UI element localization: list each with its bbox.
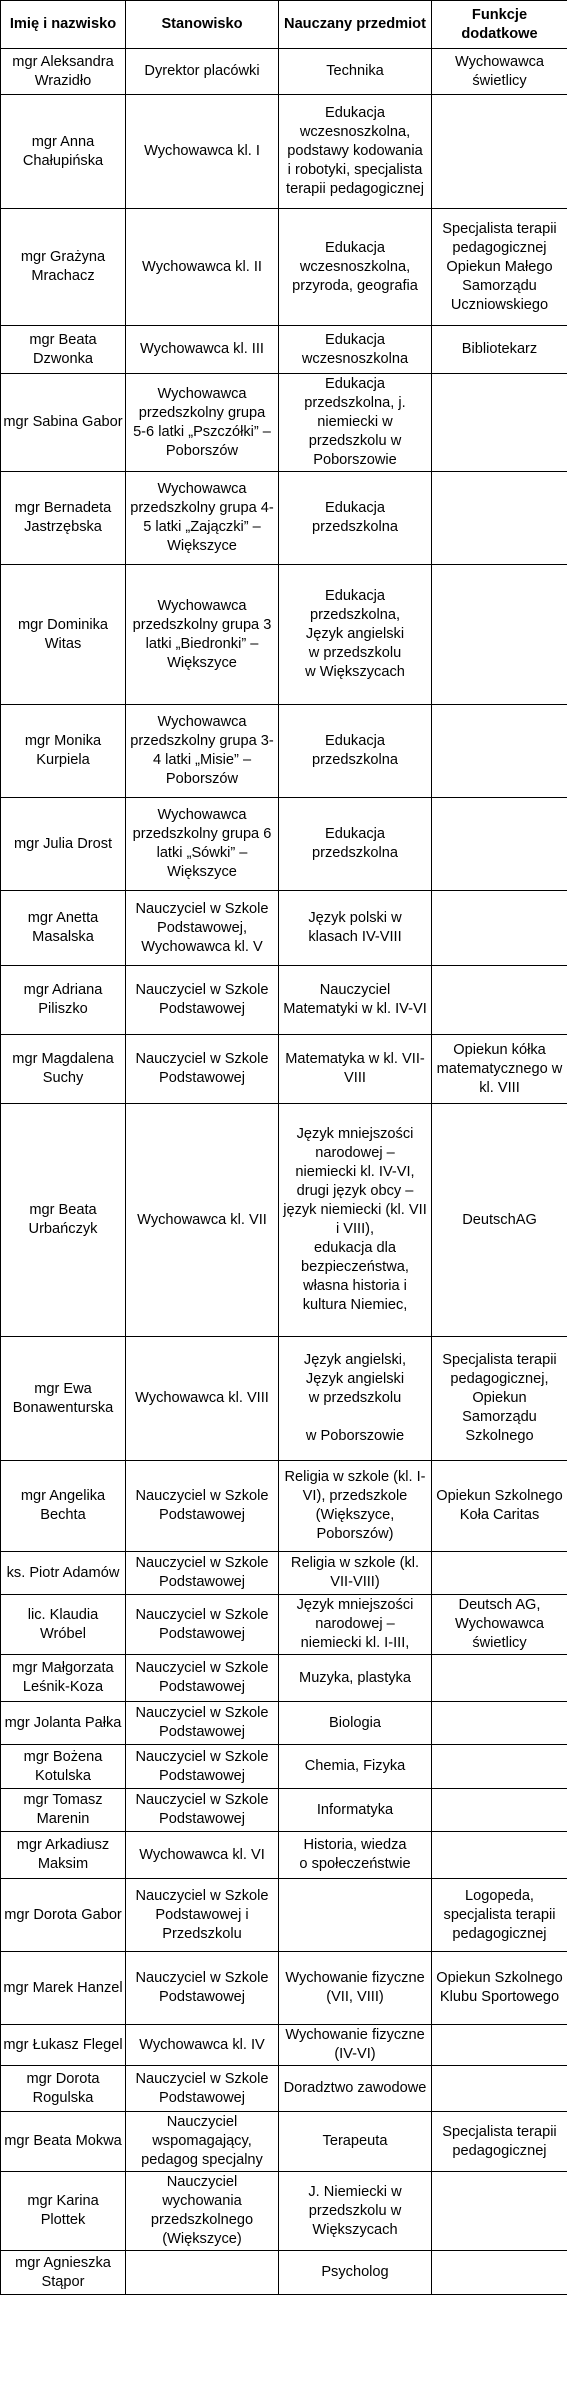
cell-position: Nauczyciel wspomagający, pedagog specjalny [126,2112,279,2172]
cell-subject: Technika [279,49,432,95]
cell-position: Nauczyciel w Szkole Podstawowej [126,1702,279,1745]
cell-position: Wychowawca przedszkolny grupa 6 latki „Sówki” – Większyce [126,798,279,891]
cell-name: mgr Agnieszka Stąpor [1,2251,126,2295]
cell-extra-functions: Logopeda, specjalista terapii pedagogicznej [432,1879,567,1952]
table-row [1,2172,567,2251]
table-row [1,49,567,95]
cell-extra-functions: Opiekun kółka matematycznego w kl. VIII [432,1035,567,1104]
header-name: Imię i nazwisko [1,1,126,49]
cell-subject: Edukacja przedszkolna [279,798,432,891]
cell-name: ks. Piotr Adamów [1,1552,126,1595]
cell-position: Nauczyciel w Szkole Podstawowej [126,1461,279,1552]
cell-position [126,2251,279,2295]
cell-line: w przedszkolu [308,645,402,661]
cell-name: mgr Dominika Witas [1,565,126,705]
table-row [1,2025,567,2066]
cell-extra-functions [432,891,567,966]
table-row [1,1702,567,1745]
cell-subject: Informatyka [279,1789,432,1832]
cell-position: Nauczyciel wychowania przedszkolnego (Większyce) [126,2172,279,2251]
table-row [1,891,567,966]
cell-position: Nauczyciel w Szkole Podstawowej [126,1595,279,1655]
cell-extra-functions [432,2172,567,2251]
cell-subject [279,1337,432,1461]
cell-subject: Nauczyciel Matematyki w kl. IV-VI [279,966,432,1035]
cell-name: mgr Sabina Gabor [1,374,126,472]
cell-position: Wychowawca kl. III [126,326,279,374]
cell-position: Wychowawca kl. VIII [126,1337,279,1461]
table-row [1,2066,567,2112]
cell-name: mgr Beata Mokwa [1,2112,126,2172]
table-row [1,1337,567,1461]
cell-name: mgr Grażyna Mrachacz [1,209,126,326]
cell-name: mgr Beata Dzwonka [1,326,126,374]
table-row [1,705,567,798]
cell-line: Edukacja przedszkolna, [309,588,401,623]
cell-name: mgr Monika Kurpiela [1,705,126,798]
cell-extra-functions: Wychowawca świetlicy [432,49,567,95]
staff-table-body [1,49,567,2295]
cell-name: mgr Łukasz Flegel [1,2025,126,2066]
cell-extra-functions [432,1702,567,1745]
cell-name: mgr Małgorzata Leśnik-Koza [1,1655,126,1702]
header-position: Stanowisko [126,1,279,49]
cell-subject: Biologia [279,1702,432,1745]
cell-line: Edukacja wczesnoszkolna, podstawy kodowania [287,105,423,159]
cell-subject: Religia w szkole (kl. I-VI), przedszkole (Większyce, Poborszów) [279,1461,432,1552]
cell-position: Nauczyciel w Szkole Podstawowej [126,1035,279,1104]
cell-line: edukacja dla bezpieczeństwa, własna historia i kultura Niemiec, [301,1240,409,1313]
table-row [1,1832,567,1879]
cell-position: Wychowawca kl. I [126,95,279,209]
cell-extra-functions [432,1655,567,1702]
cell-line: drugi język obcy – język niemiecki (kl. VII i VIII), [283,1183,427,1237]
cell-position: Nauczyciel w Szkole Podstawowej [126,1745,279,1789]
table-row [1,798,567,891]
table-row [1,2112,567,2172]
table-row [1,1745,567,1789]
table-row [1,95,567,209]
cell-line: 5-6 latki „Pszczółki” – Poborszów [133,423,271,459]
cell-position: Wychowawca przedszkolny grupa 4-5 latki „Zajączki” – Większyce [126,472,279,565]
cell-extra-functions: Deutsch AG, Wychowawca świetlicy [432,1595,567,1655]
cell-subject: Chemia, Fizyka [279,1745,432,1789]
cell-subject [279,1104,432,1337]
cell-subject: Edukacja przedszkolna, j. niemiecki w przedszkolu w Poborszowie [279,374,432,472]
cell-name: lic. Klaudia Wróbel [1,1595,126,1655]
cell-position: Dyrektor placówki [126,49,279,95]
cell-name: mgr Tomasz Marenin [1,1789,126,1832]
cell-position: Wychowawca przedszkolny grupa 3 latki „Biedronki” – Większyce [126,565,279,705]
cell-line: Język angielski [305,626,405,642]
table-row [1,1595,567,1655]
cell-line: Język angielski [305,1371,405,1387]
cell-name: mgr Aleksandra Wrazidło [1,49,126,95]
cell-name: mgr Ewa Bonawenturska [1,1337,126,1461]
header-row [1,1,567,49]
cell-position: Nauczyciel w Szkole Podstawowej [126,1655,279,1702]
cell-name: mgr Bożena Kotulska [1,1745,126,1789]
cell-subject: Język polski w klasach IV-VIII [279,891,432,966]
cell-name: mgr Dorota Gabor [1,1879,126,1952]
cell-line: Historia, wiedza [303,1837,407,1853]
cell-name: mgr Marek Hanzel [1,1952,126,2025]
cell-position: Nauczyciel w Szkole Podstawowej [126,1952,279,2025]
cell-subject: Doradztwo zawodowe [279,2066,432,2112]
cell-extra-functions: Specjalista terapii pedagogicznej Opiekun Małego Samorządu Uczniowskiego [432,209,567,326]
cell-subject: Wychowanie fizyczne (IV-VI) [279,2025,432,2066]
table-row [1,1879,567,1952]
cell-position: Wychowawca kl. II [126,209,279,326]
cell-line: Język mniejszości narodowej – niemiecki kl. IV-VI, [295,1126,415,1180]
cell-subject: Matematyka w kl. VII-VIII [279,1035,432,1104]
cell-position: Nauczyciel w Szkole Podstawowej, Wychowawca kl. V [126,891,279,966]
cell-position: Wychowawca przedszkolny grupa 3-4 latki „Misie” – Poborszów [126,705,279,798]
cell-name: mgr Beata Urbańczyk [1,1104,126,1337]
cell-position: Nauczyciel w Szkole Podstawowej i Przedszkolu [126,1879,279,1952]
table-row [1,966,567,1035]
table-row [1,1104,567,1337]
cell-extra-functions [432,565,567,705]
cell-extra-functions: Opiekun Szkolnego Klubu Sportowego [432,1952,567,2025]
cell-subject: Psycholog [279,2251,432,2295]
cell-line: w przedszkolu [308,1390,402,1406]
cell-extra-functions [432,1832,567,1879]
cell-subject [279,95,432,209]
cell-subject: Edukacja wczesnoszkolna, przyroda, geografia [279,209,432,326]
table-row [1,1789,567,1832]
table-row [1,2251,567,2295]
cell-name: mgr Anetta Masalska [1,891,126,966]
cell-line: w Większycach [305,664,405,680]
cell-subject: Terapeuta [279,2112,432,2172]
cell-subject [279,1879,432,1952]
cell-position: Nauczyciel w Szkole Podstawowej [126,1789,279,1832]
cell-extra-functions [432,966,567,1035]
cell-extra-functions [432,1745,567,1789]
header-subject: Nauczany przedmiot [279,1,432,49]
table-row [1,1035,567,1104]
cell-line: Wychowawca przedszkolny grupa [138,385,266,421]
table-row [1,326,567,374]
cell-extra-functions [432,472,567,565]
cell-extra-functions [432,2251,567,2295]
cell-extra-functions [432,95,567,209]
cell-position: Wychowawca kl. VI [126,1832,279,1879]
cell-extra-functions [432,1789,567,1832]
cell-name: mgr Jolanta Pałka [1,1702,126,1745]
cell-gap [283,1408,427,1427]
cell-name: mgr Karina Plottek [1,2172,126,2251]
table-row [1,1461,567,1552]
table-row [1,1655,567,1702]
cell-extra-functions: Specjalista terapii pedagogicznej [432,2112,567,2172]
cell-line: w Poborszowie [305,1428,405,1444]
cell-position: Nauczyciel w Szkole Podstawowej [126,966,279,1035]
table-row [1,1952,567,2025]
header-extra-functions: Funkcje dodatkowe [432,1,567,49]
cell-extra-functions [432,798,567,891]
cell-extra-functions [432,2066,567,2112]
cell-name: mgr Arkadiusz Maksim [1,1832,126,1879]
cell-name: mgr Magdalena Suchy [1,1035,126,1104]
cell-extra-functions [432,705,567,798]
cell-subject: Edukacja przedszkolna [279,472,432,565]
cell-subject: J. Niemiecki w przedszkolu w Większycach [279,2172,432,2251]
cell-subject: Edukacja przedszkolna [279,705,432,798]
cell-subject: Język mniejszości narodowej – niemiecki kl. I-III, [279,1595,432,1655]
cell-subject: Wychowanie fizyczne (VII, VIII) [279,1952,432,2025]
cell-subject [279,1832,432,1879]
cell-subject: Muzyka, plastyka [279,1655,432,1702]
cell-extra-functions [432,1552,567,1595]
cell-extra-functions [432,2025,567,2066]
cell-extra-functions: DeutschAG [432,1104,567,1337]
cell-position [126,374,279,472]
table-row [1,565,567,705]
table-row [1,374,567,472]
table-row [1,1552,567,1595]
cell-subject [279,565,432,705]
cell-name: mgr Dorota Rogulska [1,2066,126,2112]
cell-position: Wychowawca kl. IV [126,2025,279,2066]
cell-extra-functions: Bibliotekarz [432,326,567,374]
cell-position: Wychowawca kl. VII [126,1104,279,1337]
cell-extra-functions: Opiekun Szkolnego Koła Caritas [432,1461,567,1552]
cell-line: o społeczeństwie [299,1856,411,1872]
cell-name: mgr Julia Drost [1,798,126,891]
cell-subject: Edukacja wczesnoszkolna [279,326,432,374]
cell-line: Język angielski, [303,1352,407,1368]
cell-name: mgr Angelika Bechta [1,1461,126,1552]
cell-name: mgr Bernadeta Jastrzębska [1,472,126,565]
table-row [1,472,567,565]
table-row [1,209,567,326]
cell-position: Nauczyciel w Szkole Podstawowej [126,2066,279,2112]
cell-name: mgr Anna Chałupińska [1,95,126,209]
cell-position: Nauczyciel w Szkole Podstawowej [126,1552,279,1595]
cell-subject: Religia w szkole (kl. VII-VIII) [279,1552,432,1595]
cell-line: i robotyki, specjalista terapii pedagogicznej [286,162,424,197]
cell-name: mgr Adriana Piliszko [1,966,126,1035]
cell-extra-functions: Specjalista terapii pedagogicznej, Opiekun Samorządu Szkolnego [432,1337,567,1461]
cell-extra-functions [432,374,567,472]
